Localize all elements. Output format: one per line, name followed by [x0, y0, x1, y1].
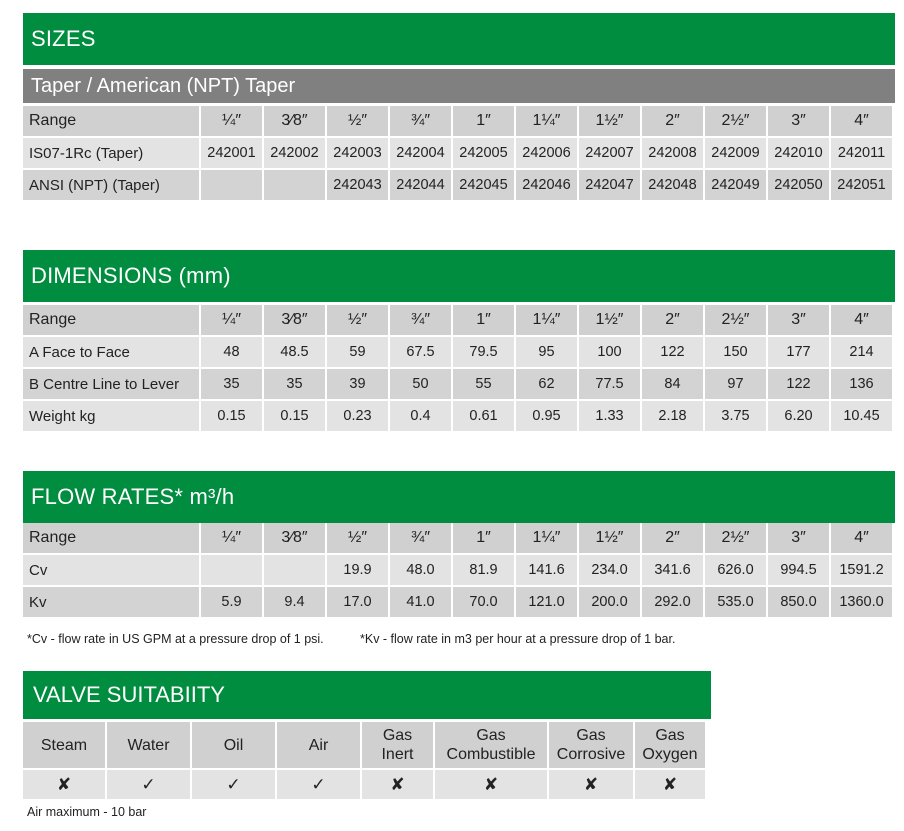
header-size-cell: ½″	[327, 305, 388, 335]
table-header-row	[23, 106, 892, 136]
table-cell: 3.75	[705, 401, 766, 431]
header-size-cell: 2″	[642, 305, 703, 335]
table-cell: 242006	[516, 138, 577, 168]
suitability-medium	[107, 722, 190, 768]
table-cell: 242011	[831, 138, 892, 168]
flow-title: FLOW RATES* m³/h	[23, 471, 895, 523]
cross-icon: ✘	[435, 770, 547, 799]
air-note: Air maximum - 10 bar	[27, 805, 147, 819]
table-cell: 341.6	[642, 555, 703, 585]
suitability-table	[21, 720, 707, 801]
table-cell: 242049	[705, 170, 766, 200]
header-size-cell: 2″	[642, 523, 703, 553]
table-cell: 242048	[642, 170, 703, 200]
header-size-cell: 3″	[768, 305, 829, 335]
table-cell: 122	[642, 337, 703, 367]
header-size-cell: 3″	[768, 523, 829, 553]
table-cell: 242043	[327, 170, 388, 200]
header-size-cell: ½″	[327, 523, 388, 553]
header-size-cell: 1″	[453, 523, 514, 553]
medium-name: Air	[308, 736, 329, 754]
header-size-cell: ¼″	[201, 106, 262, 136]
table-cell: 242004	[390, 138, 451, 168]
table-cell: 122	[768, 369, 829, 399]
table-cell: 67.5	[390, 337, 451, 367]
table-cell: 19.9	[327, 555, 388, 585]
table-cell: 62	[516, 369, 577, 399]
table-cell: 150	[705, 337, 766, 367]
medium-name: Water	[127, 736, 170, 754]
table-cell: 242051	[831, 170, 892, 200]
table-cell: 242002	[264, 138, 325, 168]
table-cell: 2.18	[642, 401, 703, 431]
table-cell: 84	[642, 369, 703, 399]
row-label: ANSI (NPT) (Taper)	[23, 170, 199, 200]
medium-name: Gas	[655, 727, 685, 744]
table-cell: 242007	[579, 138, 640, 168]
table-cell: 35	[201, 369, 262, 399]
table-cell: 1591.2	[831, 555, 892, 585]
flow-table	[21, 521, 894, 619]
dimensions-table	[21, 303, 894, 433]
table-cell: 136	[831, 369, 892, 399]
table-cell: 50	[390, 369, 451, 399]
header-size-cell: ¾″	[390, 305, 451, 335]
sizes-table	[21, 104, 894, 202]
table-cell: 48.0	[390, 555, 451, 585]
table-cell	[264, 170, 325, 200]
header-size-cell: 1½″	[579, 523, 640, 553]
medium-name: Gas	[476, 727, 506, 744]
header-size-cell: 1½″	[579, 305, 640, 335]
header-size-cell: 3⁄8″	[264, 106, 325, 136]
check-icon: ✓	[107, 770, 190, 799]
header-size-cell: ¼″	[201, 523, 262, 553]
header-size-cell: 1″	[453, 305, 514, 335]
table-cell: 0.95	[516, 401, 577, 431]
header-size-cell: 2″	[642, 106, 703, 136]
table-cell: 242005	[453, 138, 514, 168]
table-cell: 0.23	[327, 401, 388, 431]
table-cell: 292.0	[642, 587, 703, 617]
medium-subtype: Inert	[381, 746, 414, 763]
table-cell: 242044	[390, 170, 451, 200]
table-header-row	[23, 523, 892, 553]
table-cell: 10.45	[831, 401, 892, 431]
table-row	[23, 555, 892, 585]
cross-icon: ✘	[549, 770, 633, 799]
header-size-cell: 4″	[831, 523, 892, 553]
row-label: Weight kg	[23, 401, 199, 431]
dimensions-title: DIMENSIONS (mm)	[23, 250, 895, 302]
table-cell: 242003	[327, 138, 388, 168]
header-size-cell: 1¼″	[516, 523, 577, 553]
table-cell: 0.61	[453, 401, 514, 431]
table-cell: 81.9	[453, 555, 514, 585]
check-icon: ✓	[277, 770, 360, 799]
row-label: A Face to Face	[23, 337, 199, 367]
medium-subtype: Oxygen	[642, 746, 698, 763]
suitability-title: VALVE SUITABIITY	[23, 671, 711, 719]
table-cell: 5.9	[201, 587, 262, 617]
suitability-medium	[635, 722, 705, 768]
table-cell: 48.5	[264, 337, 325, 367]
row-label: B Centre Line to Lever	[23, 369, 199, 399]
header-size-cell: 4″	[831, 106, 892, 136]
header-size-cell: 3⁄8″	[264, 523, 325, 553]
sizes-subtitle: Taper / American (NPT) Taper	[23, 69, 895, 103]
table-cell: 234.0	[579, 555, 640, 585]
table-cell: 200.0	[579, 587, 640, 617]
table-cell: 41.0	[390, 587, 451, 617]
medium-name: Steam	[40, 736, 88, 754]
table-cell: 100	[579, 337, 640, 367]
table-cell: 0.15	[264, 401, 325, 431]
suitability-medium	[362, 722, 433, 768]
header-size-cell: ½″	[327, 106, 388, 136]
table-cell: 0.15	[201, 401, 262, 431]
header-size-cell: ¼″	[201, 305, 262, 335]
suitability-medium	[192, 722, 275, 768]
table-cell	[264, 555, 325, 585]
table-row	[23, 170, 892, 200]
header-size-cell: 1¼″	[516, 305, 577, 335]
suitability-medium	[435, 722, 547, 768]
table-cell: 850.0	[768, 587, 829, 617]
table-cell: 55	[453, 369, 514, 399]
table-cell: 994.5	[768, 555, 829, 585]
table-cell: 95	[516, 337, 577, 367]
table-cell: 79.5	[453, 337, 514, 367]
table-cell: 77.5	[579, 369, 640, 399]
header-size-cell: 1¼″	[516, 106, 577, 136]
table-cell: 214	[831, 337, 892, 367]
table-row	[23, 369, 892, 399]
table-row	[23, 138, 892, 168]
table-cell: 1.33	[579, 401, 640, 431]
row-label: IS07-1Rc (Taper)	[23, 138, 199, 168]
sizes-title: SIZES	[23, 13, 895, 65]
medium-subtype: Corrosive	[556, 746, 626, 763]
medium-name: Gas	[576, 727, 606, 744]
table-row	[23, 337, 892, 367]
table-cell: 48	[201, 337, 262, 367]
table-cell: 141.6	[516, 555, 577, 585]
header-size-cell: 2½″	[705, 106, 766, 136]
table-cell: 121.0	[516, 587, 577, 617]
header-range-label: Range	[23, 305, 199, 335]
header-size-cell: ¾″	[390, 523, 451, 553]
table-row	[23, 401, 892, 431]
table-cell: 1360.0	[831, 587, 892, 617]
medium-name: Gas	[382, 727, 413, 744]
table-cell: 35	[264, 369, 325, 399]
header-size-cell: 3⁄8″	[264, 305, 325, 335]
table-cell	[201, 170, 262, 200]
cv-footnote: *Cv - flow rate in US GPM at a pressure drop of 1 psi.	[27, 632, 324, 646]
row-label: Cv	[23, 555, 199, 585]
header-size-cell: ¾″	[390, 106, 451, 136]
header-size-cell: 2½″	[705, 305, 766, 335]
suitability-medium	[549, 722, 633, 768]
table-cell: 242045	[453, 170, 514, 200]
header-size-cell: 2½″	[705, 523, 766, 553]
check-icon: ✓	[192, 770, 275, 799]
suitability-medium	[23, 722, 105, 768]
table-cell: 535.0	[705, 587, 766, 617]
table-cell: 6.20	[768, 401, 829, 431]
kv-footnote: *Kv - flow rate in m3 per hour at a pressure drop of 1 bar.	[360, 632, 676, 646]
header-size-cell: 4″	[831, 305, 892, 335]
table-cell: 9.4	[264, 587, 325, 617]
table-cell: 70.0	[453, 587, 514, 617]
header-size-cell: 1½″	[579, 106, 640, 136]
table-cell: 242050	[768, 170, 829, 200]
header-range-label: Range	[23, 106, 199, 136]
cross-icon: ✘	[362, 770, 433, 799]
row-label: Kv	[23, 587, 199, 617]
table-cell: 626.0	[705, 555, 766, 585]
table-cell: 177	[768, 337, 829, 367]
table-cell: 0.4	[390, 401, 451, 431]
table-row	[23, 587, 892, 617]
suitability-medium	[277, 722, 360, 768]
cross-icon: ✘	[635, 770, 705, 799]
table-cell: 242047	[579, 170, 640, 200]
header-range-label: Range	[23, 523, 199, 553]
table-cell: 17.0	[327, 587, 388, 617]
table-cell: 97	[705, 369, 766, 399]
table-cell: 242046	[516, 170, 577, 200]
table-cell: 242009	[705, 138, 766, 168]
header-size-cell: 1″	[453, 106, 514, 136]
table-cell: 39	[327, 369, 388, 399]
header-size-cell: 3″	[768, 106, 829, 136]
table-cell: 242010	[768, 138, 829, 168]
table-cell	[201, 555, 262, 585]
medium-name: Oil	[223, 736, 244, 754]
cross-icon: ✘	[23, 770, 105, 799]
table-cell: 59	[327, 337, 388, 367]
table-cell: 242001	[201, 138, 262, 168]
table-header-row	[23, 305, 892, 335]
medium-subtype: Combustible	[446, 746, 536, 763]
table-cell: 242008	[642, 138, 703, 168]
